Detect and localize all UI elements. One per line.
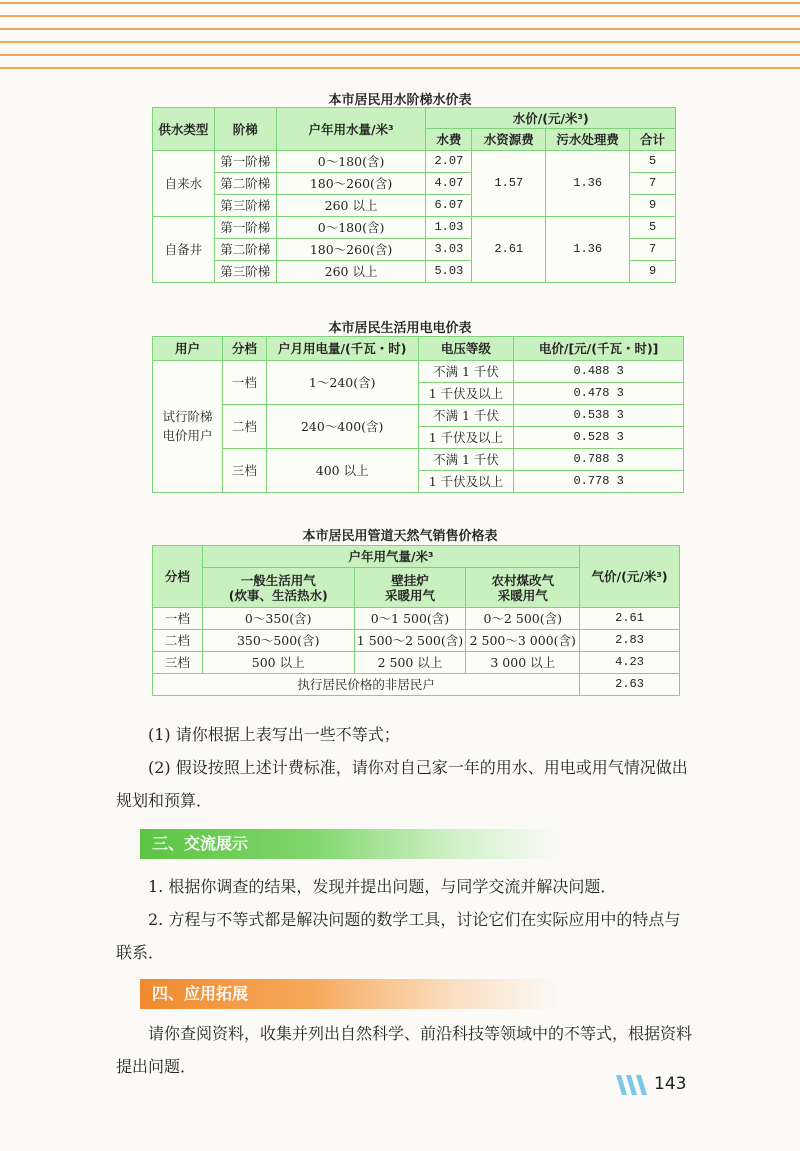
rural-cell: 3 000 以上 (466, 652, 580, 674)
water-fee-cell: 2.07 (426, 151, 472, 173)
section-3-banner: 三、交流展示 (140, 829, 560, 859)
water-table-title: 本市居民用水阶梯水价表 (328, 93, 472, 108)
header-user: 用户 (153, 337, 223, 361)
level-cell: 二档 (153, 630, 203, 652)
rural-cell: 2 500～3 000(含) (466, 630, 580, 652)
question-2: (2) 假设按照上述计费标准，请你对自己家一年的用水、用电或用气情况做出规划和预算． (116, 758, 688, 810)
header-price: 电价/[元/(千瓦・时)] (514, 337, 684, 361)
table-row (153, 652, 680, 674)
page-number: 143 (654, 1074, 687, 1094)
rural-cell: 0～2 500(含) (466, 608, 580, 630)
general-cell: 350～500(含) (202, 630, 354, 652)
price-cell: 2.63 (580, 674, 680, 696)
tier-cell: 第一阶梯 (214, 217, 276, 239)
user-label: 试行阶梯电价用户 (162, 408, 213, 443)
usage-cell: 180～260(含) (276, 239, 426, 261)
gas-table-title: 本市居民用管道天然气销售价格表 (302, 529, 498, 544)
table-row (153, 674, 680, 696)
table-row (153, 608, 680, 630)
water-fee-cell: 3.03 (426, 239, 472, 261)
usage-cell: 1～240(含) (266, 361, 418, 405)
total-cell: 7 (630, 239, 676, 261)
header-level: 分档 (153, 546, 203, 608)
header-general (202, 568, 354, 608)
section-3-paragraph-2: 2. 方程与不等式都是解决问题的数学工具，讨论它们在实际应用中的特点与联系． (116, 910, 681, 962)
voltage-cell: 不满 1 千伏 (418, 405, 514, 427)
water-fee-cell: 4.07 (426, 173, 472, 195)
header-total: 合计 (630, 129, 676, 151)
supply-type-cell: 自备井 (153, 217, 215, 283)
header-supply-type: 供水类型 (153, 108, 215, 151)
header-rural-line1: 农村煤改气 (491, 572, 554, 588)
question-1: (1) 请你根据上表写出一些不等式； (148, 725, 400, 744)
general-cell: 500 以上 (202, 652, 354, 674)
usage-cell: 0～180(含) (276, 217, 426, 239)
header-usage: 户年用水量/米³ (276, 108, 426, 151)
questions-block (116, 718, 696, 817)
water-fee-cell: 6.07 (426, 195, 472, 217)
price-cell: 0.788 3 (514, 449, 684, 471)
price-cell: 0.488 3 (514, 361, 684, 383)
table-row (153, 151, 676, 173)
usage-cell: 260 以上 (276, 261, 426, 283)
header-voltage: 电压等级 (418, 337, 514, 361)
resource-fee-cell: 2.61 (472, 217, 546, 283)
level-cell: 二档 (222, 405, 266, 449)
header-general-line1: 一般生活用气 (240, 572, 316, 588)
wall-cell: 2 500 以上 (354, 652, 466, 674)
usage-cell: 400 以上 (266, 449, 418, 493)
voltage-cell: 不满 1 千伏 (418, 361, 514, 383)
usage-cell: 0～180(含) (276, 151, 426, 173)
section-3-paragraph-1: 1. 根据你调查的结果，发现并提出问题，与同学交流并解决问题． (148, 877, 617, 896)
section-3-body (116, 870, 696, 969)
tier-cell: 第二阶梯 (214, 239, 276, 261)
supply-type-cell: 自来水 (153, 151, 215, 217)
total-cell: 5 (630, 217, 676, 239)
header-rural (466, 568, 580, 608)
header-wall-heater (354, 568, 466, 608)
page-number-stripes-icon (612, 1075, 652, 1095)
header-wall-line2: 采暖用气 (384, 587, 435, 603)
header-tier: 阶梯 (214, 108, 276, 151)
header-usage: 户年用气量/米³ (202, 546, 579, 568)
voltage-cell: 1 千伏及以上 (418, 383, 514, 405)
table-row (153, 630, 680, 652)
section-4-paragraph-1: 请你查阅资料，收集并列出自然科学、前沿科技等领域中的不等式，根据资料提出问题． (116, 1024, 693, 1076)
header-sewage-fee: 污水处理费 (546, 129, 630, 151)
total-cell: 9 (630, 261, 676, 283)
sewage-fee-cell: 1.36 (546, 217, 630, 283)
price-cell: 0.778 3 (514, 471, 684, 493)
voltage-cell: 不满 1 千伏 (418, 449, 514, 471)
user-cell (153, 361, 223, 493)
usage-cell: 260 以上 (276, 195, 426, 217)
table-row (153, 217, 676, 239)
price-cell: 4.23 (580, 652, 680, 674)
level-cell: 三档 (222, 449, 266, 493)
tier-cell: 第三阶梯 (214, 261, 276, 283)
table-row (153, 361, 684, 383)
table-row (153, 449, 684, 471)
voltage-cell: 1 千伏及以上 (418, 471, 514, 493)
header-wall-line1: 壁挂炉 (391, 572, 429, 588)
level-cell: 三档 (153, 652, 203, 674)
section-4-body (116, 1017, 696, 1083)
wall-cell: 0～1 500(含) (354, 608, 466, 630)
header-resource-fee: 水资源费 (472, 129, 546, 151)
gas-price-table (152, 545, 680, 696)
header-general-line2: (炊事、生活热水) (228, 587, 328, 603)
price-cell: 0.478 3 (514, 383, 684, 405)
sewage-fee-cell: 1.36 (546, 151, 630, 217)
price-cell: 2.83 (580, 630, 680, 652)
electric-table-title: 本市居民生活用电电价表 (328, 321, 472, 336)
non-resident-label: 执行居民价格的非居民户 (153, 674, 580, 696)
wall-cell: 1 500～2 500(含) (354, 630, 466, 652)
level-cell: 一档 (222, 361, 266, 405)
header-price: 气价/(元/米³) (580, 546, 680, 608)
header-rural-line2: 采暖用气 (497, 587, 548, 603)
header-price: 水价/(元/米³) (426, 108, 676, 129)
resource-fee-cell: 1.57 (472, 151, 546, 217)
total-cell: 9 (630, 195, 676, 217)
tier-cell: 第一阶梯 (214, 151, 276, 173)
price-cell: 0.538 3 (514, 405, 684, 427)
price-cell: 2.61 (580, 608, 680, 630)
header-usage: 户月用电量/(千瓦・时) (266, 337, 418, 361)
electric-price-table (152, 336, 684, 493)
water-price-table (152, 107, 676, 283)
tier-cell: 第二阶梯 (214, 173, 276, 195)
total-cell: 7 (630, 173, 676, 195)
usage-cell: 180～260(含) (276, 173, 426, 195)
tier-cell: 第三阶梯 (214, 195, 276, 217)
general-cell: 0～350(含) (202, 608, 354, 630)
section-4-banner: 四、应用拓展 (140, 979, 560, 1009)
price-cell: 0.528 3 (514, 427, 684, 449)
header-level: 分档 (222, 337, 266, 361)
voltage-cell: 1 千伏及以上 (418, 427, 514, 449)
usage-cell: 240～400(含) (266, 405, 418, 449)
water-fee-cell: 5.03 (426, 261, 472, 283)
header-water-fee: 水费 (426, 129, 472, 151)
water-fee-cell: 1.03 (426, 217, 472, 239)
total-cell: 5 (630, 151, 676, 173)
level-cell: 一档 (153, 608, 203, 630)
table-row (153, 405, 684, 427)
